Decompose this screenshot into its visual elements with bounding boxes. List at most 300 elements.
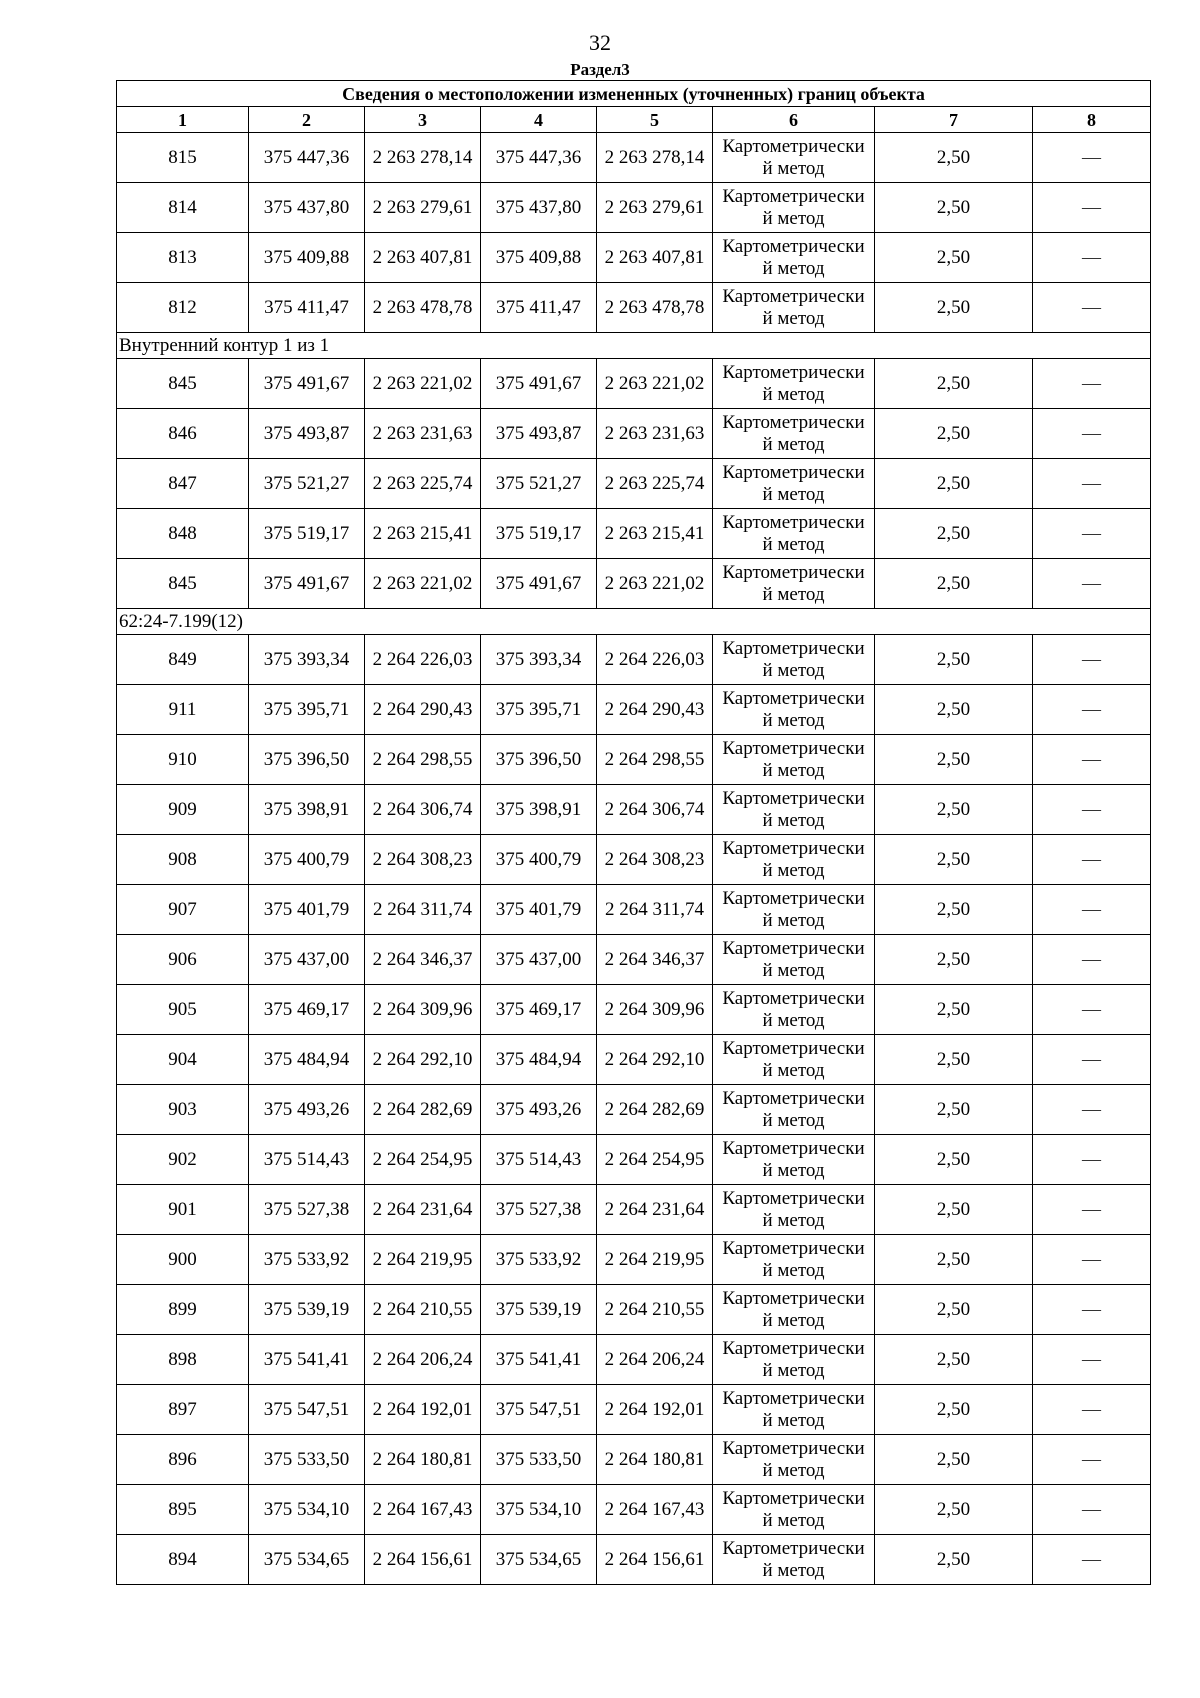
y-new-cell: 2 264 156,61	[597, 1535, 713, 1585]
x-old-cell: 375 409,88	[249, 233, 365, 283]
accuracy-cell: 2,50	[875, 459, 1033, 509]
method-line: Картометрически	[722, 737, 865, 759]
table-row	[117, 1485, 1151, 1535]
accuracy-cell: 2,50	[875, 1085, 1033, 1135]
column-number: 8	[1033, 107, 1151, 133]
x-old-cell: 375 491,67	[249, 359, 365, 409]
point-number-cell: 894	[117, 1535, 249, 1585]
accuracy-cell: 2,50	[875, 1185, 1033, 1235]
method-line: й метод	[762, 1359, 825, 1381]
y-old-cell: 2 263 478,78	[365, 283, 481, 333]
y-old-cell: 2 264 192,01	[365, 1385, 481, 1435]
method-line: Картометрически	[722, 511, 865, 533]
x-new-cell: 375 401,79	[481, 885, 597, 935]
point-number-cell: 897	[117, 1385, 249, 1435]
accuracy-cell: 2,50	[875, 1335, 1033, 1385]
note-cell: —	[1033, 1285, 1151, 1335]
point-number-cell: 896	[117, 1435, 249, 1485]
y-old-cell: 2 263 231,63	[365, 409, 481, 459]
note-cell: —	[1033, 283, 1151, 333]
x-old-cell: 375 534,65	[249, 1535, 365, 1585]
point-number-cell: 902	[117, 1135, 249, 1185]
y-old-cell: 2 264 226,03	[365, 635, 481, 685]
y-new-cell: 2 264 306,74	[597, 785, 713, 835]
table-row	[117, 1185, 1151, 1235]
note-cell: —	[1033, 1185, 1151, 1235]
y-new-cell: 2 263 221,02	[597, 559, 713, 609]
point-number-cell: 846	[117, 409, 249, 459]
column-number: 2	[249, 107, 365, 133]
y-new-cell: 2 264 226,03	[597, 635, 713, 685]
method-cell	[713, 1085, 875, 1135]
note-cell: —	[1033, 1435, 1151, 1485]
point-number-cell: 899	[117, 1285, 249, 1335]
y-new-cell: 2 263 215,41	[597, 509, 713, 559]
method-cell	[713, 1385, 875, 1435]
x-new-cell: 375 541,41	[481, 1335, 597, 1385]
method-line: Картометрически	[722, 1137, 865, 1159]
y-old-cell: 2 263 278,14	[365, 133, 481, 183]
method-cell	[713, 985, 875, 1035]
x-new-cell: 375 539,19	[481, 1285, 597, 1335]
y-old-cell: 2 263 279,61	[365, 183, 481, 233]
point-number-cell: 813	[117, 233, 249, 283]
accuracy-cell: 2,50	[875, 509, 1033, 559]
y-old-cell: 2 264 282,69	[365, 1085, 481, 1135]
method-line: й метод	[762, 1009, 825, 1031]
x-old-cell: 375 521,27	[249, 459, 365, 509]
method-line: й метод	[762, 583, 825, 605]
method-line: Картометрически	[722, 787, 865, 809]
y-old-cell: 2 264 308,23	[365, 835, 481, 885]
y-old-cell: 2 264 231,64	[365, 1185, 481, 1235]
table-row	[117, 1535, 1151, 1585]
x-new-cell: 375 493,26	[481, 1085, 597, 1135]
note-cell: —	[1033, 183, 1151, 233]
method-line: Картометрически	[722, 1537, 865, 1559]
y-new-cell: 2 263 278,14	[597, 133, 713, 183]
x-old-cell: 375 541,41	[249, 1335, 365, 1385]
y-new-cell: 2 263 407,81	[597, 233, 713, 283]
method-line: й метод	[762, 307, 825, 329]
x-old-cell: 375 533,92	[249, 1235, 365, 1285]
method-line: й метод	[762, 1459, 825, 1481]
table-row	[117, 635, 1151, 685]
table-row	[117, 1285, 1151, 1335]
method-cell	[713, 509, 875, 559]
accuracy-cell: 2,50	[875, 183, 1033, 233]
point-number-cell: 910	[117, 735, 249, 785]
point-number-cell: 815	[117, 133, 249, 183]
y-old-cell: 2 264 206,24	[365, 1335, 481, 1385]
x-new-cell: 375 521,27	[481, 459, 597, 509]
y-new-cell: 2 264 282,69	[597, 1085, 713, 1135]
accuracy-cell: 2,50	[875, 1235, 1033, 1285]
note-cell: —	[1033, 1485, 1151, 1535]
table-caption: Сведения о местоположении измененных (уточненных) границ объекта	[117, 81, 1151, 107]
x-new-cell: 375 411,47	[481, 283, 597, 333]
y-old-cell: 2 264 309,96	[365, 985, 481, 1035]
method-cell	[713, 735, 875, 785]
x-old-cell: 375 539,19	[249, 1285, 365, 1335]
table-row	[117, 1135, 1151, 1185]
method-line: й метод	[762, 483, 825, 505]
y-new-cell: 2 263 231,63	[597, 409, 713, 459]
x-new-cell: 375 400,79	[481, 835, 597, 885]
method-line: Картометрически	[722, 687, 865, 709]
method-line: Картометрически	[722, 1037, 865, 1059]
method-cell	[713, 1035, 875, 1085]
table-row	[117, 1035, 1151, 1085]
x-new-cell: 375 534,10	[481, 1485, 597, 1535]
point-number-cell: 903	[117, 1085, 249, 1135]
table-row	[117, 509, 1151, 559]
x-old-cell: 375 514,43	[249, 1135, 365, 1185]
method-cell	[713, 359, 875, 409]
accuracy-cell: 2,50	[875, 233, 1033, 283]
method-cell	[713, 1485, 875, 1535]
y-old-cell: 2 263 407,81	[365, 233, 481, 283]
point-number-cell: 900	[117, 1235, 249, 1285]
method-line: й метод	[762, 207, 825, 229]
method-cell	[713, 1435, 875, 1485]
method-line: й метод	[762, 909, 825, 931]
table-row	[117, 233, 1151, 283]
x-old-cell: 375 398,91	[249, 785, 365, 835]
contour-group-row	[117, 333, 1151, 359]
x-old-cell: 375 400,79	[249, 835, 365, 885]
accuracy-cell: 2,50	[875, 785, 1033, 835]
point-number-cell: 814	[117, 183, 249, 233]
y-new-cell: 2 263 221,02	[597, 359, 713, 409]
accuracy-cell: 2,50	[875, 985, 1033, 1035]
method-line: Картометрически	[722, 411, 865, 433]
point-number-cell: 845	[117, 359, 249, 409]
column-number-row	[117, 107, 1151, 133]
accuracy-cell: 2,50	[875, 1035, 1033, 1085]
y-old-cell: 2 264 298,55	[365, 735, 481, 785]
x-new-cell: 375 533,92	[481, 1235, 597, 1285]
method-line: Картометрически	[722, 185, 865, 207]
y-old-cell: 2 264 346,37	[365, 935, 481, 985]
x-new-cell: 375 519,17	[481, 509, 597, 559]
x-new-cell: 375 398,91	[481, 785, 597, 835]
method-line: Картометрически	[722, 361, 865, 383]
x-new-cell: 375 395,71	[481, 685, 597, 735]
x-new-cell: 375 437,80	[481, 183, 597, 233]
method-line: й метод	[762, 433, 825, 455]
table-row	[117, 1235, 1151, 1285]
method-line: й метод	[762, 257, 825, 279]
accuracy-cell: 2,50	[875, 283, 1033, 333]
method-line: й метод	[762, 383, 825, 405]
method-cell	[713, 559, 875, 609]
note-cell: —	[1033, 885, 1151, 935]
note-cell: —	[1033, 233, 1151, 283]
table-row	[117, 1385, 1151, 1435]
table-row	[117, 835, 1151, 885]
method-line: Картометрически	[722, 461, 865, 483]
coordinates-table	[116, 80, 1151, 1585]
column-number: 1	[117, 107, 249, 133]
method-cell	[713, 183, 875, 233]
method-line: й метод	[762, 1259, 825, 1281]
method-line: й метод	[762, 1059, 825, 1081]
x-old-cell: 375 469,17	[249, 985, 365, 1035]
x-old-cell: 375 447,36	[249, 133, 365, 183]
table-row	[117, 459, 1151, 509]
point-number-cell: 849	[117, 635, 249, 685]
method-cell	[713, 785, 875, 835]
x-old-cell: 375 493,87	[249, 409, 365, 459]
x-old-cell: 375 493,26	[249, 1085, 365, 1135]
note-cell: —	[1033, 835, 1151, 885]
method-cell	[713, 685, 875, 735]
point-number-cell: 906	[117, 935, 249, 985]
method-line: й метод	[762, 1159, 825, 1181]
y-new-cell: 2 264 219,95	[597, 1235, 713, 1285]
table-row	[117, 735, 1151, 785]
y-old-cell: 2 264 219,95	[365, 1235, 481, 1285]
column-number: 3	[365, 107, 481, 133]
method-cell	[713, 1235, 875, 1285]
y-new-cell: 2 264 231,64	[597, 1185, 713, 1235]
method-cell	[713, 409, 875, 459]
note-cell: —	[1033, 1135, 1151, 1185]
y-new-cell: 2 264 167,43	[597, 1485, 713, 1535]
x-old-cell: 375 396,50	[249, 735, 365, 785]
column-number: 7	[875, 107, 1033, 133]
table-row	[117, 1435, 1151, 1485]
x-old-cell: 375 534,10	[249, 1485, 365, 1535]
method-line: й метод	[762, 959, 825, 981]
note-cell: —	[1033, 685, 1151, 735]
note-cell: —	[1033, 1385, 1151, 1435]
y-old-cell: 2 264 167,43	[365, 1485, 481, 1535]
contour-group-row	[117, 609, 1151, 635]
y-new-cell: 2 264 346,37	[597, 935, 713, 985]
method-line: й метод	[762, 709, 825, 731]
method-cell	[713, 835, 875, 885]
x-old-cell: 375 527,38	[249, 1185, 365, 1235]
table-row	[117, 359, 1151, 409]
y-old-cell: 2 264 306,74	[365, 785, 481, 835]
method-line: й метод	[762, 1509, 825, 1531]
method-line: й метод	[762, 1109, 825, 1131]
point-number-cell: 907	[117, 885, 249, 935]
method-line: й метод	[762, 809, 825, 831]
column-number: 5	[597, 107, 713, 133]
accuracy-cell: 2,50	[875, 1285, 1033, 1335]
point-number-cell: 847	[117, 459, 249, 509]
note-cell: —	[1033, 635, 1151, 685]
x-new-cell: 375 393,34	[481, 635, 597, 685]
note-cell: —	[1033, 1035, 1151, 1085]
x-new-cell: 375 396,50	[481, 735, 597, 785]
x-old-cell: 375 437,00	[249, 935, 365, 985]
note-cell: —	[1033, 735, 1151, 785]
method-line: й метод	[762, 659, 825, 681]
y-old-cell: 2 264 292,10	[365, 1035, 481, 1085]
x-new-cell: 375 484,94	[481, 1035, 597, 1085]
x-new-cell: 375 534,65	[481, 1535, 597, 1585]
point-number-cell: 901	[117, 1185, 249, 1235]
y-new-cell: 2 264 311,74	[597, 885, 713, 935]
y-old-cell: 2 264 254,95	[365, 1135, 481, 1185]
point-number-cell: 895	[117, 1485, 249, 1535]
y-old-cell: 2 263 221,02	[365, 559, 481, 609]
y-old-cell: 2 264 180,81	[365, 1435, 481, 1485]
method-cell	[713, 233, 875, 283]
method-line: й метод	[762, 1409, 825, 1431]
x-new-cell: 375 533,50	[481, 1435, 597, 1485]
point-number-cell: 911	[117, 685, 249, 735]
accuracy-cell: 2,50	[875, 1385, 1033, 1435]
y-old-cell: 2 264 290,43	[365, 685, 481, 735]
column-number: 4	[481, 107, 597, 133]
table-row	[117, 1085, 1151, 1135]
table-row	[117, 985, 1151, 1035]
method-line: й метод	[762, 1559, 825, 1581]
method-line: Картометрически	[722, 135, 865, 157]
y-new-cell: 2 263 225,74	[597, 459, 713, 509]
accuracy-cell: 2,50	[875, 1135, 1033, 1185]
y-new-cell: 2 264 309,96	[597, 985, 713, 1035]
table-row	[117, 283, 1151, 333]
accuracy-cell: 2,50	[875, 935, 1033, 985]
method-line: Картометрически	[722, 937, 865, 959]
note-cell: —	[1033, 785, 1151, 835]
x-old-cell: 375 393,34	[249, 635, 365, 685]
x-old-cell: 375 411,47	[249, 283, 365, 333]
table-row	[117, 559, 1151, 609]
accuracy-cell: 2,50	[875, 1485, 1033, 1535]
accuracy-cell: 2,50	[875, 1535, 1033, 1585]
point-number-cell: 904	[117, 1035, 249, 1085]
x-old-cell: 375 401,79	[249, 885, 365, 935]
x-new-cell: 375 491,67	[481, 559, 597, 609]
y-old-cell: 2 264 210,55	[365, 1285, 481, 1335]
method-cell	[713, 459, 875, 509]
y-new-cell: 2 264 298,55	[597, 735, 713, 785]
table-row	[117, 685, 1151, 735]
table-row	[117, 133, 1151, 183]
accuracy-cell: 2,50	[875, 835, 1033, 885]
table-row	[117, 935, 1151, 985]
contour-label: Внутренний контур 1 из 1	[117, 333, 1151, 359]
x-new-cell: 375 469,17	[481, 985, 597, 1035]
y-new-cell: 2 264 206,24	[597, 1335, 713, 1385]
note-cell: —	[1033, 559, 1151, 609]
x-old-cell: 375 395,71	[249, 685, 365, 735]
method-line: й метод	[762, 1309, 825, 1331]
point-number-cell: 848	[117, 509, 249, 559]
method-line: Картометрически	[722, 1387, 865, 1409]
x-old-cell: 375 533,50	[249, 1435, 365, 1485]
section-title: Раздел3	[570, 60, 630, 79]
accuracy-cell: 2,50	[875, 133, 1033, 183]
method-cell	[713, 1285, 875, 1335]
x-new-cell: 375 493,87	[481, 409, 597, 459]
note-cell: —	[1033, 133, 1151, 183]
accuracy-cell: 2,50	[875, 359, 1033, 409]
method-line: й метод	[762, 1209, 825, 1231]
point-number-cell: 898	[117, 1335, 249, 1385]
method-line: Картометрически	[722, 887, 865, 909]
method-line: Картометрически	[722, 1437, 865, 1459]
accuracy-cell: 2,50	[875, 735, 1033, 785]
x-new-cell: 375 527,38	[481, 1185, 597, 1235]
table-row	[117, 409, 1151, 459]
method-line: Картометрически	[722, 987, 865, 1009]
accuracy-cell: 2,50	[875, 885, 1033, 935]
method-cell	[713, 1335, 875, 1385]
note-cell: —	[1033, 935, 1151, 985]
method-cell	[713, 635, 875, 685]
note-cell: —	[1033, 1535, 1151, 1585]
point-number-cell: 905	[117, 985, 249, 1035]
method-line: Картометрически	[722, 1087, 865, 1109]
y-new-cell: 2 264 290,43	[597, 685, 713, 735]
note-cell: —	[1033, 409, 1151, 459]
x-old-cell: 375 547,51	[249, 1385, 365, 1435]
table-row	[117, 885, 1151, 935]
note-cell: —	[1033, 1085, 1151, 1135]
x-old-cell: 375 491,67	[249, 559, 365, 609]
y-new-cell: 2 263 279,61	[597, 183, 713, 233]
note-cell: —	[1033, 359, 1151, 409]
accuracy-cell: 2,50	[875, 685, 1033, 735]
y-old-cell: 2 264 156,61	[365, 1535, 481, 1585]
x-new-cell: 375 547,51	[481, 1385, 597, 1435]
accuracy-cell: 2,50	[875, 409, 1033, 459]
method-cell	[713, 1185, 875, 1235]
method-cell	[713, 1135, 875, 1185]
table-row	[117, 785, 1151, 835]
y-new-cell: 2 264 210,55	[597, 1285, 713, 1335]
method-line: й метод	[762, 759, 825, 781]
method-line: й метод	[762, 533, 825, 555]
method-line: й метод	[762, 157, 825, 179]
x-new-cell: 375 491,67	[481, 359, 597, 409]
x-new-cell: 375 447,36	[481, 133, 597, 183]
x-old-cell: 375 437,80	[249, 183, 365, 233]
method-line: Картометрически	[722, 1237, 865, 1259]
accuracy-cell: 2,50	[875, 635, 1033, 685]
note-cell: —	[1033, 985, 1151, 1035]
method-cell	[713, 133, 875, 183]
x-new-cell: 375 409,88	[481, 233, 597, 283]
method-line: Картометрически	[722, 637, 865, 659]
y-old-cell: 2 263 225,74	[365, 459, 481, 509]
accuracy-cell: 2,50	[875, 559, 1033, 609]
method-line: Картометрически	[722, 1337, 865, 1359]
note-cell: —	[1033, 1235, 1151, 1285]
x-new-cell: 375 437,00	[481, 935, 597, 985]
note-cell: —	[1033, 459, 1151, 509]
y-new-cell: 2 264 180,81	[597, 1435, 713, 1485]
table-body	[117, 133, 1151, 1585]
y-new-cell: 2 263 478,78	[597, 283, 713, 333]
y-new-cell: 2 264 308,23	[597, 835, 713, 885]
x-new-cell: 375 514,43	[481, 1135, 597, 1185]
y-new-cell: 2 264 192,01	[597, 1385, 713, 1435]
table-row	[117, 183, 1151, 233]
method-cell	[713, 1535, 875, 1585]
y-old-cell: 2 263 221,02	[365, 359, 481, 409]
y-old-cell: 2 264 311,74	[365, 885, 481, 935]
method-line: Картометрически	[722, 561, 865, 583]
